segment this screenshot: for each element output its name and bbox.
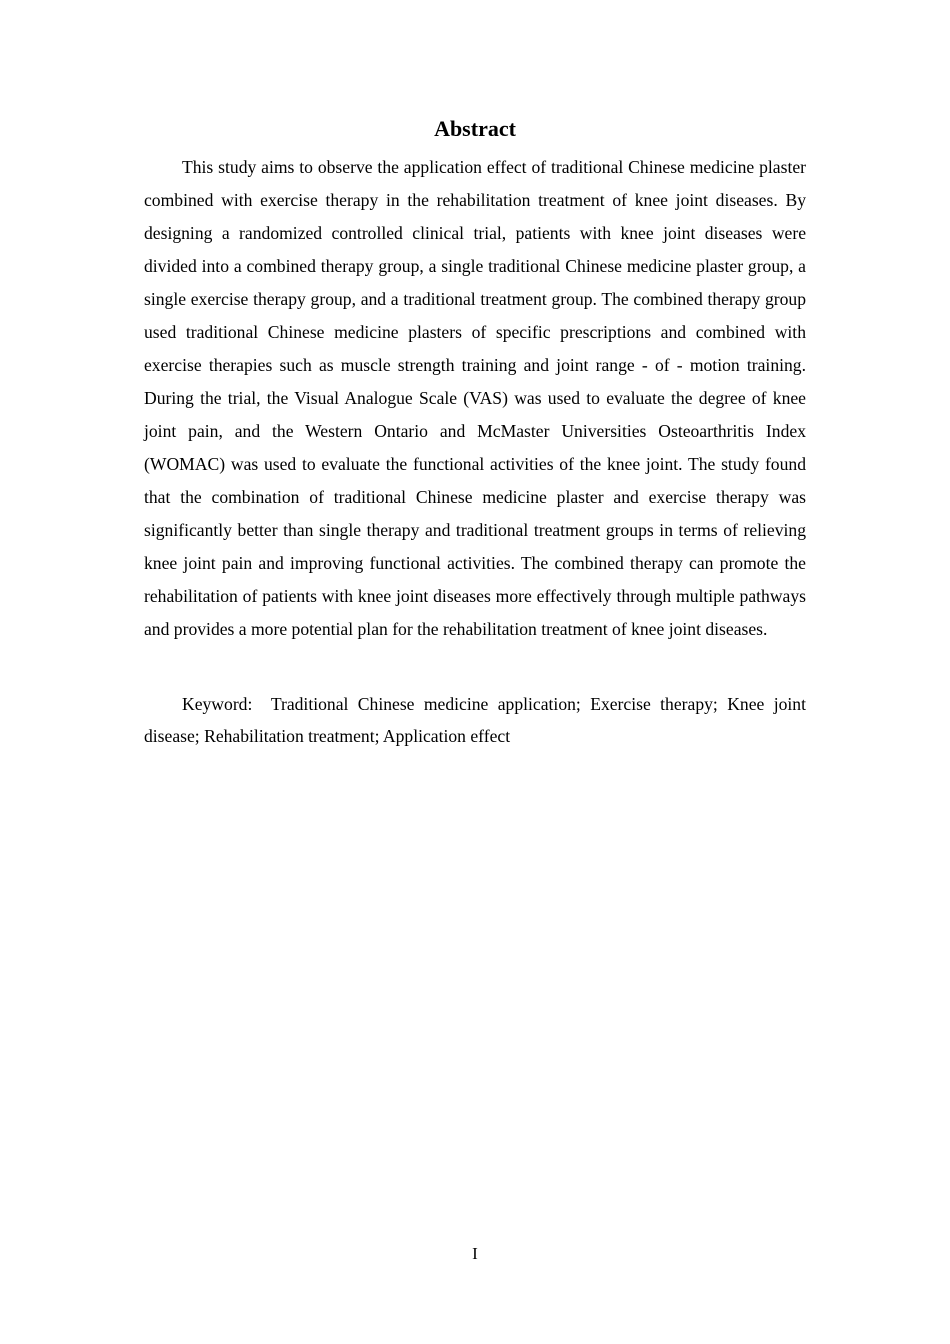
keywords-paragraph: [144, 688, 806, 752]
abstract-body: This study aims to observe the application effect of traditional Chinese medicine plaster combined with exercise therapy in the rehabilitation treatment of knee joint diseases. By designing a randomized controlled clinical trial, patients with knee joint diseases were divided into a combined therapy group, a single traditional Chinese medicine plaster group, a single exercise therapy group, and a traditional treatment group. The combined therapy group used traditional Chinese medicine plasters of specific prescriptions and combined with exercise therapies such as muscle strength training and joint range - of - motion training. During the trial, the Visual Analogue Scale (VAS) was used to evaluate the degree of knee joint pain, and the Western Ontario and McMaster Universities Osteoarthritis Index (WOMAC) was used to evaluate the functional activities of the knee joint. The study found that the combination of traditional Chinese medicine plaster and exercise therapy was significantly better than single therapy and traditional treatment groups in terms of relieving knee joint pain and improving functional activities. The combined therapy can promote the rehabilitation of patients with knee joint diseases more effectively through multiple pathways and provides a more potential plan for the rehabilitation treatment of knee joint diseases.: [144, 157, 806, 639]
keywords-label: Keyword:: [182, 694, 271, 714]
keywords-text: Traditional Chinese medicine application; Exercise therapy; Knee joint disease; Rehabilitation treatment; Application effect: [144, 694, 806, 746]
page-number: I: [472, 1244, 478, 1263]
abstract-title: Abstract: [434, 116, 516, 141]
